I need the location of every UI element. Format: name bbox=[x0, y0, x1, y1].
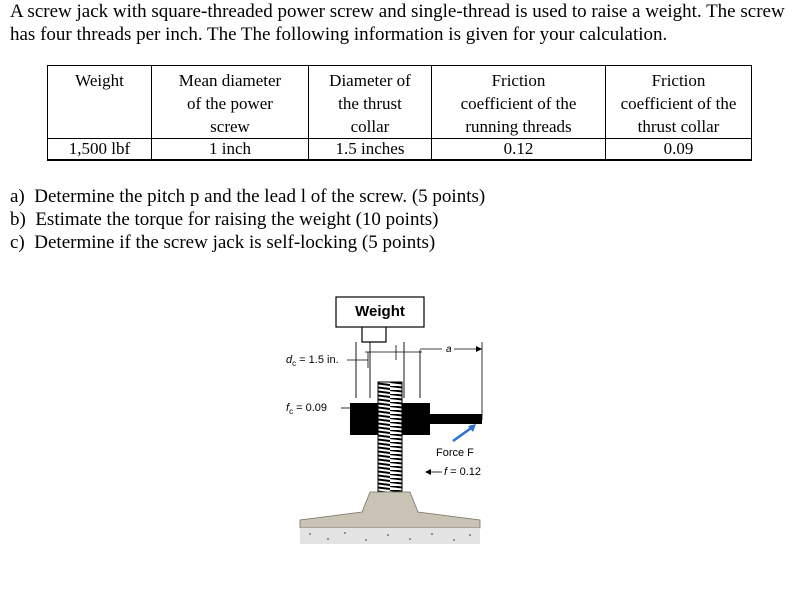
question-marker: b) bbox=[10, 209, 26, 230]
header-collar-diameter bbox=[309, 66, 432, 139]
jack-base bbox=[300, 492, 480, 528]
header-collar-friction bbox=[606, 66, 752, 139]
f-label: f = 0.12 bbox=[444, 466, 482, 478]
question-a bbox=[10, 185, 485, 208]
question-text: Determine the pitch p and the lead l of the screw. (5 points) bbox=[34, 186, 486, 207]
header-mean-diameter bbox=[152, 66, 309, 139]
value-thread-friction: 0.12 bbox=[432, 139, 606, 161]
header-line: Friction bbox=[491, 71, 546, 90]
weight-label: Weight bbox=[355, 303, 405, 320]
dc-label: $d_c = 1.5$ in. bbox=[286, 354, 339, 368]
problem-statement: A screw jack with square-threaded power screw and single-thread is used to raise a weight. The screw has four threads per inch. The The following information is given for your calculation. bbox=[10, 1, 785, 45]
header-line: coefficient of the bbox=[620, 94, 737, 113]
a-label: a bbox=[446, 344, 452, 355]
question-c bbox=[10, 231, 485, 254]
value-mean-diameter: 1 inch bbox=[152, 139, 309, 161]
question-list bbox=[10, 185, 485, 254]
ground bbox=[300, 528, 480, 544]
header-line: screw bbox=[210, 117, 250, 136]
screw-jack-figure bbox=[270, 290, 490, 550]
header-line: collar bbox=[350, 117, 390, 136]
header-line: of the power bbox=[187, 94, 273, 113]
value-weight: 1,500 lbf bbox=[48, 139, 152, 161]
header-line: thrust collar bbox=[637, 117, 720, 136]
force-label: Force F bbox=[436, 447, 474, 459]
load-cup bbox=[362, 327, 386, 342]
question-marker: a) bbox=[10, 186, 25, 207]
question-text: Determine if the screw jack is self-locking (5 points) bbox=[34, 232, 436, 253]
question-b bbox=[10, 208, 485, 231]
threaded-screw bbox=[378, 382, 402, 492]
f-arrowhead bbox=[425, 469, 431, 475]
question-text: Estimate the torque for raising the weight (10 points) bbox=[35, 209, 439, 230]
fc-label: $f_c = 0.09$ bbox=[286, 402, 328, 416]
header-line: Diameter of bbox=[329, 71, 411, 90]
header-line: running threads bbox=[465, 117, 572, 136]
header-weight bbox=[48, 66, 152, 139]
table-value-row bbox=[48, 139, 752, 161]
a-arrowhead bbox=[476, 346, 482, 352]
header-line: Friction bbox=[651, 71, 706, 90]
table-header-row bbox=[48, 66, 752, 139]
value-collar-diameter: 1.5 inches bbox=[309, 139, 432, 161]
header-thread-friction bbox=[432, 66, 606, 139]
value-collar-friction: 0.09 bbox=[606, 139, 752, 161]
question-marker: c) bbox=[10, 232, 25, 253]
header-line: Mean diameter bbox=[178, 71, 282, 90]
header-line: Weight bbox=[75, 71, 124, 90]
given-data-table bbox=[47, 65, 752, 161]
header-line: the thrust bbox=[338, 94, 402, 113]
handle-bar bbox=[430, 414, 482, 424]
header-line: coefficient of the bbox=[460, 94, 577, 113]
